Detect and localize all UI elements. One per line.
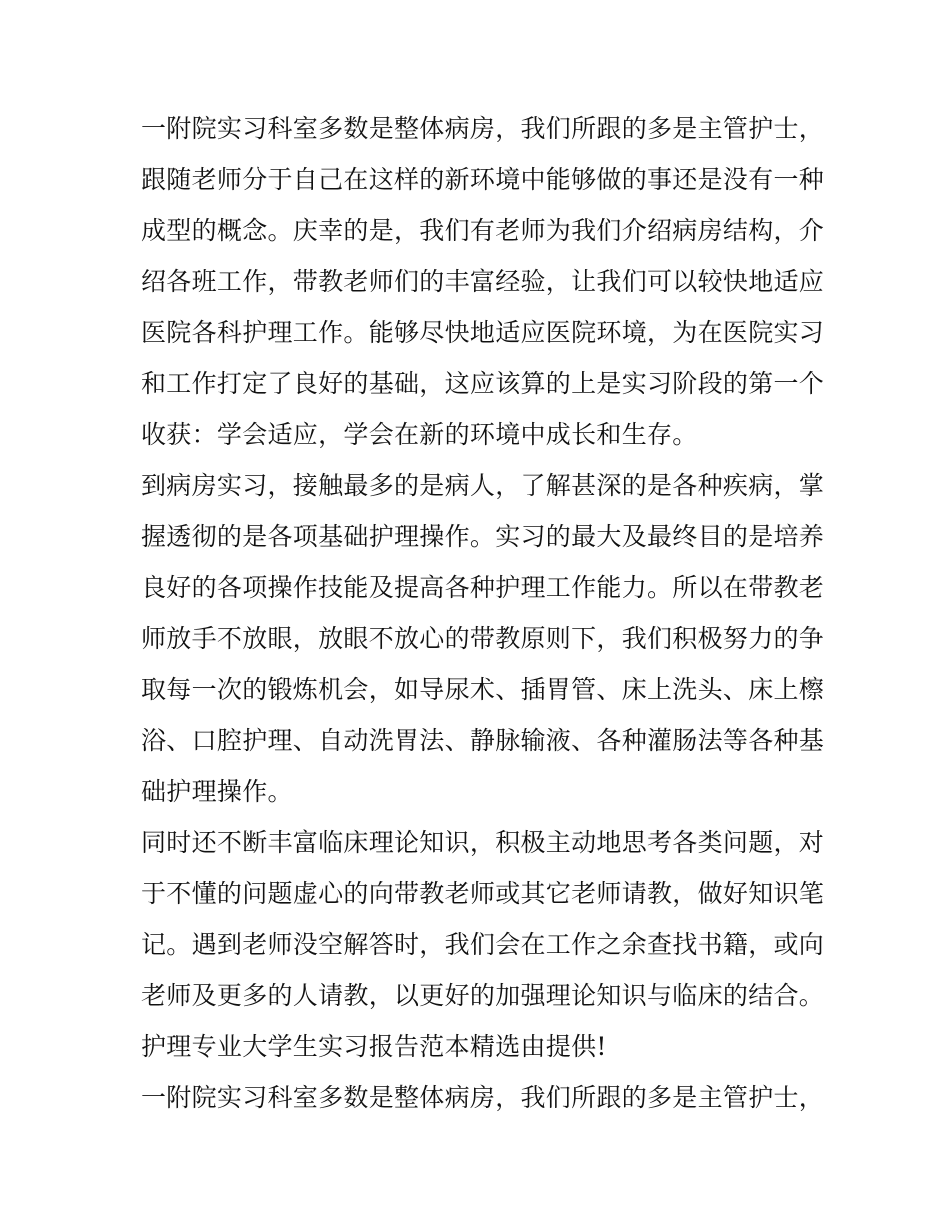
text-line: 跟随老师分于自己在这样的新环境中能够做的事还是没有一种 [141, 165, 825, 194]
text-line: 握透彻的是各项基础护理操作。实习的最大及最终目的是培养 [141, 522, 825, 551]
text-line: 护理专业大学生实习报告范本精选由提供! [141, 1032, 607, 1061]
text-line: 收获：学会适应，学会在新的环境中成长和生存。 [141, 420, 698, 449]
text-line: 师放手不放眼，放眼不放心的带教原则下，我们积极努力的争 [141, 624, 825, 653]
text-line: 浴、口腔护理、自动洗胃法、静脉输液、各种灌肠法等各种基 [141, 726, 825, 755]
text-line: 记。遇到老师没空解答时，我们会在工作之余查找书籍，或向 [141, 930, 825, 959]
text-line: 于不懂的问题虚心的向带教老师或其它老师请教，做好知识笔 [141, 879, 825, 908]
text-line: 成型的概念。庆幸的是，我们有老师为我们介绍病房结构，介 [141, 216, 825, 245]
text-line: 和工作打定了良好的基础，这应该算的上是实习阶段的第一个 [141, 369, 825, 398]
text-line: 医院各科护理工作。能够尽快地适应医院环境，为在医院实习 [141, 318, 825, 347]
text-line: 一附院实习科室多数是整体病房，我们所跟的多是主管护士， [141, 1083, 825, 1112]
document-body [141, 103, 825, 1123]
text-line: 良好的各项操作技能及提高各种护理工作能力。所以在带教老 [141, 573, 825, 602]
text-line: 同时还不断丰富临床理论知识，积极主动地思考各类问题，对 [141, 828, 825, 857]
text-line: 础护理操作。 [141, 777, 293, 806]
text-line: 一附院实习科室多数是整体病房，我们所跟的多是主管护士， [141, 114, 825, 143]
text-line: 老师及更多的人请教，以更好的加强理论知识与临床的结合。 [141, 981, 825, 1010]
text-line: 绍各班工作，带教老师们的丰富经验，让我们可以较快地适应 [141, 267, 825, 296]
text-line: 取每一次的锻炼机会，如导尿术、插胃管、床上洗头、床上檫 [141, 675, 825, 704]
text-line: 到病房实习，接触最多的是病人，了解甚深的是各种疾病，掌 [141, 471, 825, 500]
